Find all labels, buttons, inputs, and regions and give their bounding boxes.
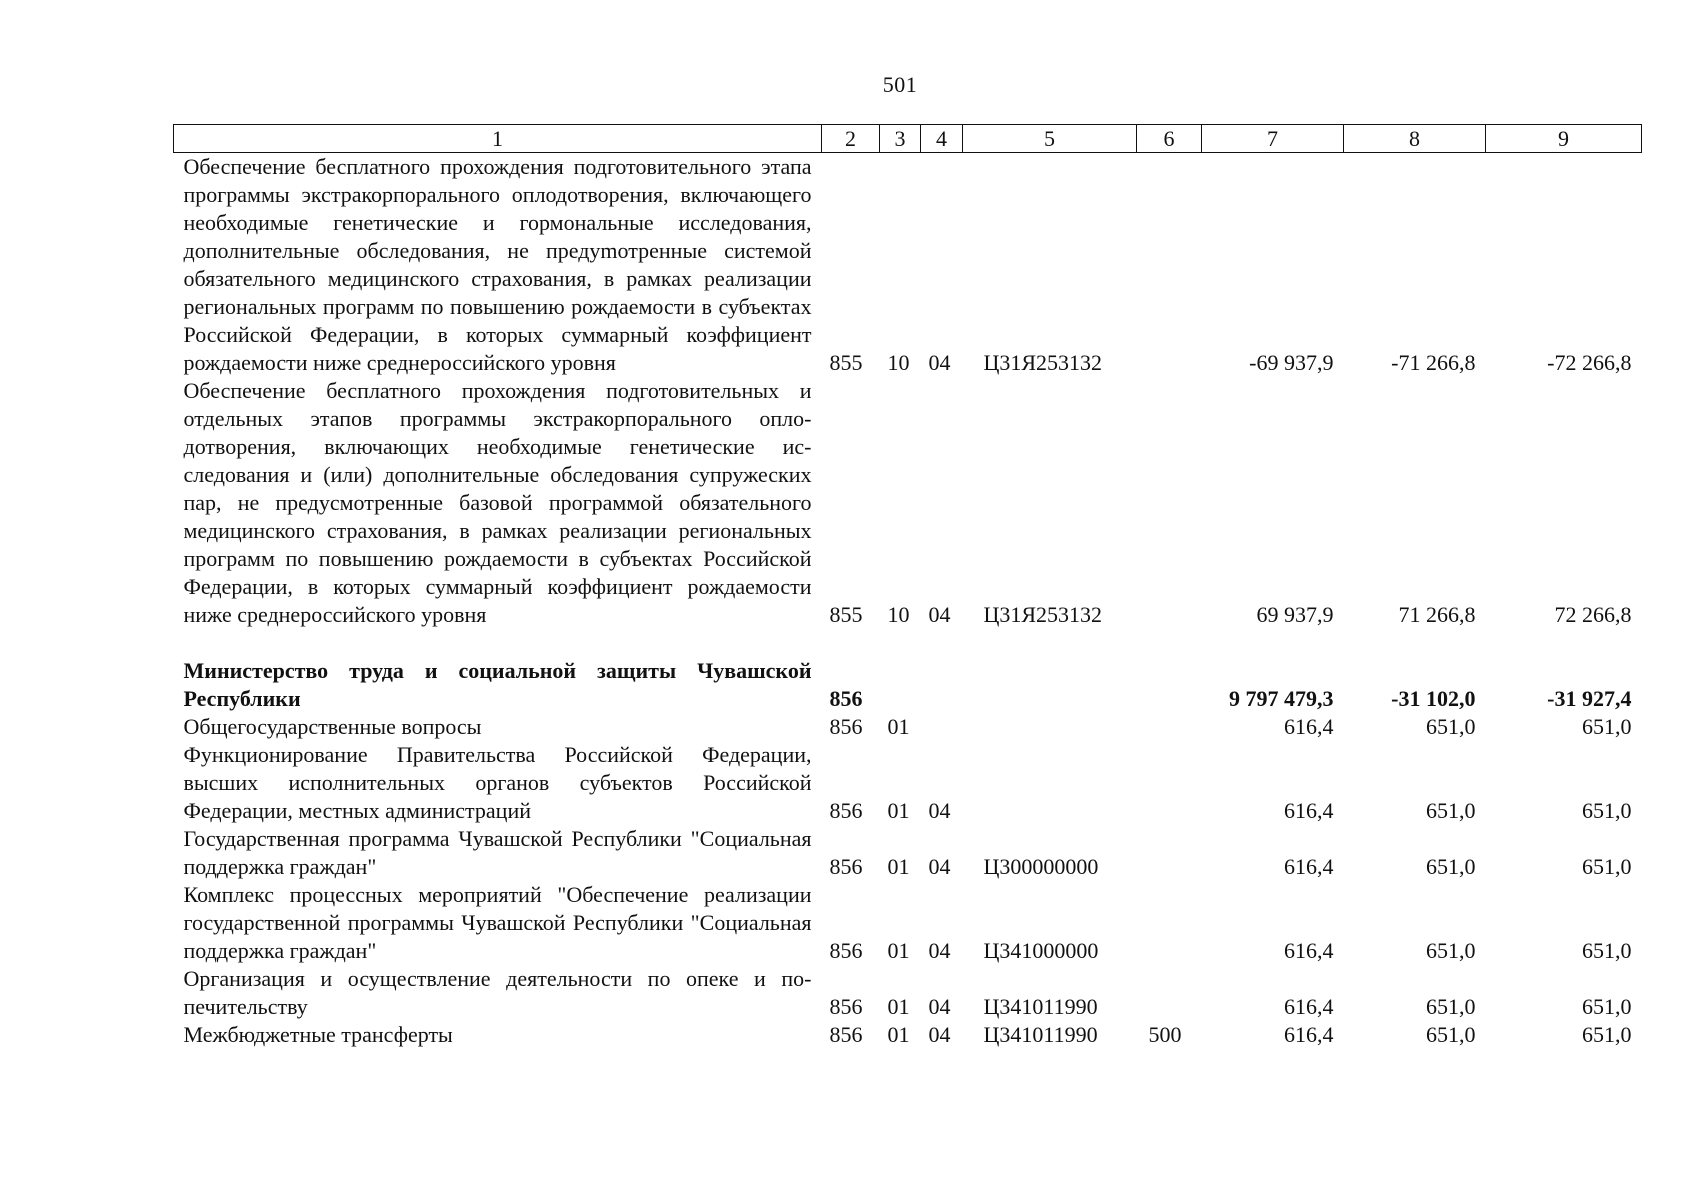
amount-col-7: 616,4: [1284, 1022, 1334, 1047]
amount-col-9: 651,0: [1582, 714, 1632, 739]
table-body: [174, 153, 1642, 1050]
column-header: 1: [174, 125, 822, 153]
subsection-code: 04: [928, 994, 951, 1019]
target-article-code: Ц341011990: [983, 1022, 1098, 1047]
ministry-code: 856: [829, 994, 863, 1019]
amount-col-9: 72 266,8: [1554, 602, 1632, 627]
expense-type-code: [1137, 377, 1202, 629]
item-name: Организация и осуществление деятельности по опеке и попечительству: [183, 966, 812, 1019]
ministry-code: 855: [829, 350, 863, 375]
item-name: Межбюджетные трансферты: [183, 1022, 453, 1047]
target-article-code: Ц341011990: [983, 994, 1098, 1019]
column-header: 9: [1486, 125, 1642, 153]
amount-col-7: 69 937,9: [1256, 602, 1334, 627]
amount-col-7: 616,4: [1284, 798, 1334, 823]
section-code: 01: [887, 1022, 910, 1047]
expense-type-code: [1137, 965, 1202, 1021]
item-name: Государственная программа Чувашской Республики "Социальная поддержка граждан": [183, 826, 812, 879]
amount-col-8: -71 266,8: [1391, 350, 1476, 375]
item-name: Функционирование Правительства Российской Федерации, высших исполнительных органов субъектов Российской Федерации, местных администраций: [183, 742, 812, 823]
subsection-code: 04: [928, 1022, 951, 1047]
ministry-code: 855: [829, 602, 863, 627]
ministry-code: 856: [829, 854, 863, 879]
amount-col-7: 616,4: [1284, 854, 1334, 879]
column-header: 2: [822, 125, 880, 153]
subsection-code: 04: [928, 798, 951, 823]
ministry-code: 856: [829, 1022, 863, 1047]
target-article-code: Ц300000000: [983, 854, 1099, 879]
section-code: 01: [887, 714, 910, 739]
page-number: 501: [882, 72, 918, 97]
column-header: 6: [1137, 125, 1202, 153]
table-row: [174, 825, 1642, 881]
ministry-code: 856: [829, 798, 863, 823]
column-header: 7: [1202, 125, 1344, 153]
section-code: 10: [887, 350, 910, 375]
expense-type-code: [1137, 153, 1202, 378]
section-code: [880, 629, 921, 713]
amount-col-8: 651,0: [1426, 1022, 1476, 1047]
column-header: 3: [880, 125, 921, 153]
target-article-code: [963, 741, 1137, 825]
ministry-code: 856: [829, 686, 863, 711]
amount-col-7: 616,4: [1284, 714, 1334, 739]
expense-type-code: [1137, 629, 1202, 713]
table-row: [174, 713, 1642, 741]
budget-table: [173, 124, 1642, 1049]
column-header: 5: [963, 125, 1137, 153]
item-name: Общегосударственные вопросы: [183, 714, 482, 739]
table-row: [174, 377, 1642, 629]
item-name: Министерство труда и социальной защиты Чувашской Республики: [183, 658, 812, 711]
amount-col-8: 651,0: [1426, 854, 1476, 879]
table-row: [174, 153, 1642, 378]
amount-col-9: 651,0: [1582, 994, 1632, 1019]
amount-col-7: -69 937,9: [1249, 350, 1334, 375]
item-name: Обеспечение бесплатного прохождения подготовительного этапа программы экстракорпорального оплодотворения, включающего необходимые генетические и гормональные исследования, дополнительные обследования, не предуmотренные системой обязательного медицинского страхования, в рамках реализации региональных программ по повышению рождаемости в субъектах Российской Федерации, в которых суммарный коэффициент рождаемости ниже среднероссийского уровня: [183, 154, 812, 375]
item-name: Обеспечение бесплатного прохождения подготовительных и отдельных этапов программы экстракорпорального оплодотворения, включающих необходимые генетические исследования и (или) дополнительные обследования супружеских пар, не предусмотренные базовой программой обязательного медицинского страхования, в рамках реализации региональных программ по повышению рождаемости в субъектах Российской Федерации, в которых суммарный коэффициент рождаемости ниже среднероссийского уровня: [183, 378, 812, 627]
table-row: [174, 629, 1642, 713]
amount-col-7: 9 797 479,3: [1229, 686, 1334, 711]
expense-type-code: [1137, 741, 1202, 825]
amount-col-9: -31 927,4: [1547, 686, 1632, 711]
target-article-code: Ц341000000: [983, 938, 1099, 963]
column-number-header-row: [174, 125, 1642, 153]
amount-col-8: 651,0: [1426, 798, 1476, 823]
column-header: 8: [1344, 125, 1486, 153]
section-code: 10: [887, 602, 910, 627]
section-code: 01: [887, 798, 910, 823]
table-row: [174, 965, 1642, 1021]
amount-col-7: 616,4: [1284, 994, 1334, 1019]
table-row: [174, 741, 1642, 825]
amount-col-9: 651,0: [1582, 1022, 1632, 1047]
subsection-code: 04: [928, 938, 951, 963]
amount-col-9: -72 266,8: [1547, 350, 1632, 375]
expense-type-code: [1137, 713, 1202, 741]
section-code: 01: [887, 938, 910, 963]
amount-col-8: 71 266,8: [1398, 602, 1476, 627]
amount-col-8: 651,0: [1426, 994, 1476, 1019]
amount-col-9: 651,0: [1582, 798, 1632, 823]
amount-col-8: 651,0: [1426, 714, 1476, 739]
ministry-code: 856: [829, 938, 863, 963]
ministry-code: 856: [829, 714, 863, 739]
target-article-code: Ц31Я253132: [983, 350, 1103, 375]
target-article-code: Ц31Я253132: [983, 602, 1103, 627]
subsection-code: 04: [928, 602, 951, 627]
expense-type-code: [1137, 881, 1202, 965]
item-name: Комплекс процессных мероприятий "Обеспечение реализации государственной программы Чувашской Республики "Социальная поддержка граждан": [183, 882, 812, 963]
subsection-code: 04: [928, 854, 951, 879]
amount-col-7: 616,4: [1284, 938, 1334, 963]
column-header: 4: [921, 125, 963, 153]
expense-type-code: [1137, 825, 1202, 881]
table-row: [174, 881, 1642, 965]
amount-col-8: -31 102,0: [1391, 686, 1476, 711]
section-code: 01: [887, 994, 910, 1019]
table-row: [174, 1021, 1642, 1049]
subsection-code: [921, 713, 963, 741]
amount-col-9: 651,0: [1582, 938, 1632, 963]
expense-type-code: 500: [1148, 1022, 1182, 1047]
amount-col-8: 651,0: [1426, 938, 1476, 963]
target-article-code: [963, 629, 1137, 713]
subsection-code: [921, 629, 963, 713]
subsection-code: 04: [928, 350, 951, 375]
amount-col-9: 651,0: [1582, 854, 1632, 879]
section-code: 01: [887, 854, 910, 879]
target-article-code: [963, 713, 1137, 741]
